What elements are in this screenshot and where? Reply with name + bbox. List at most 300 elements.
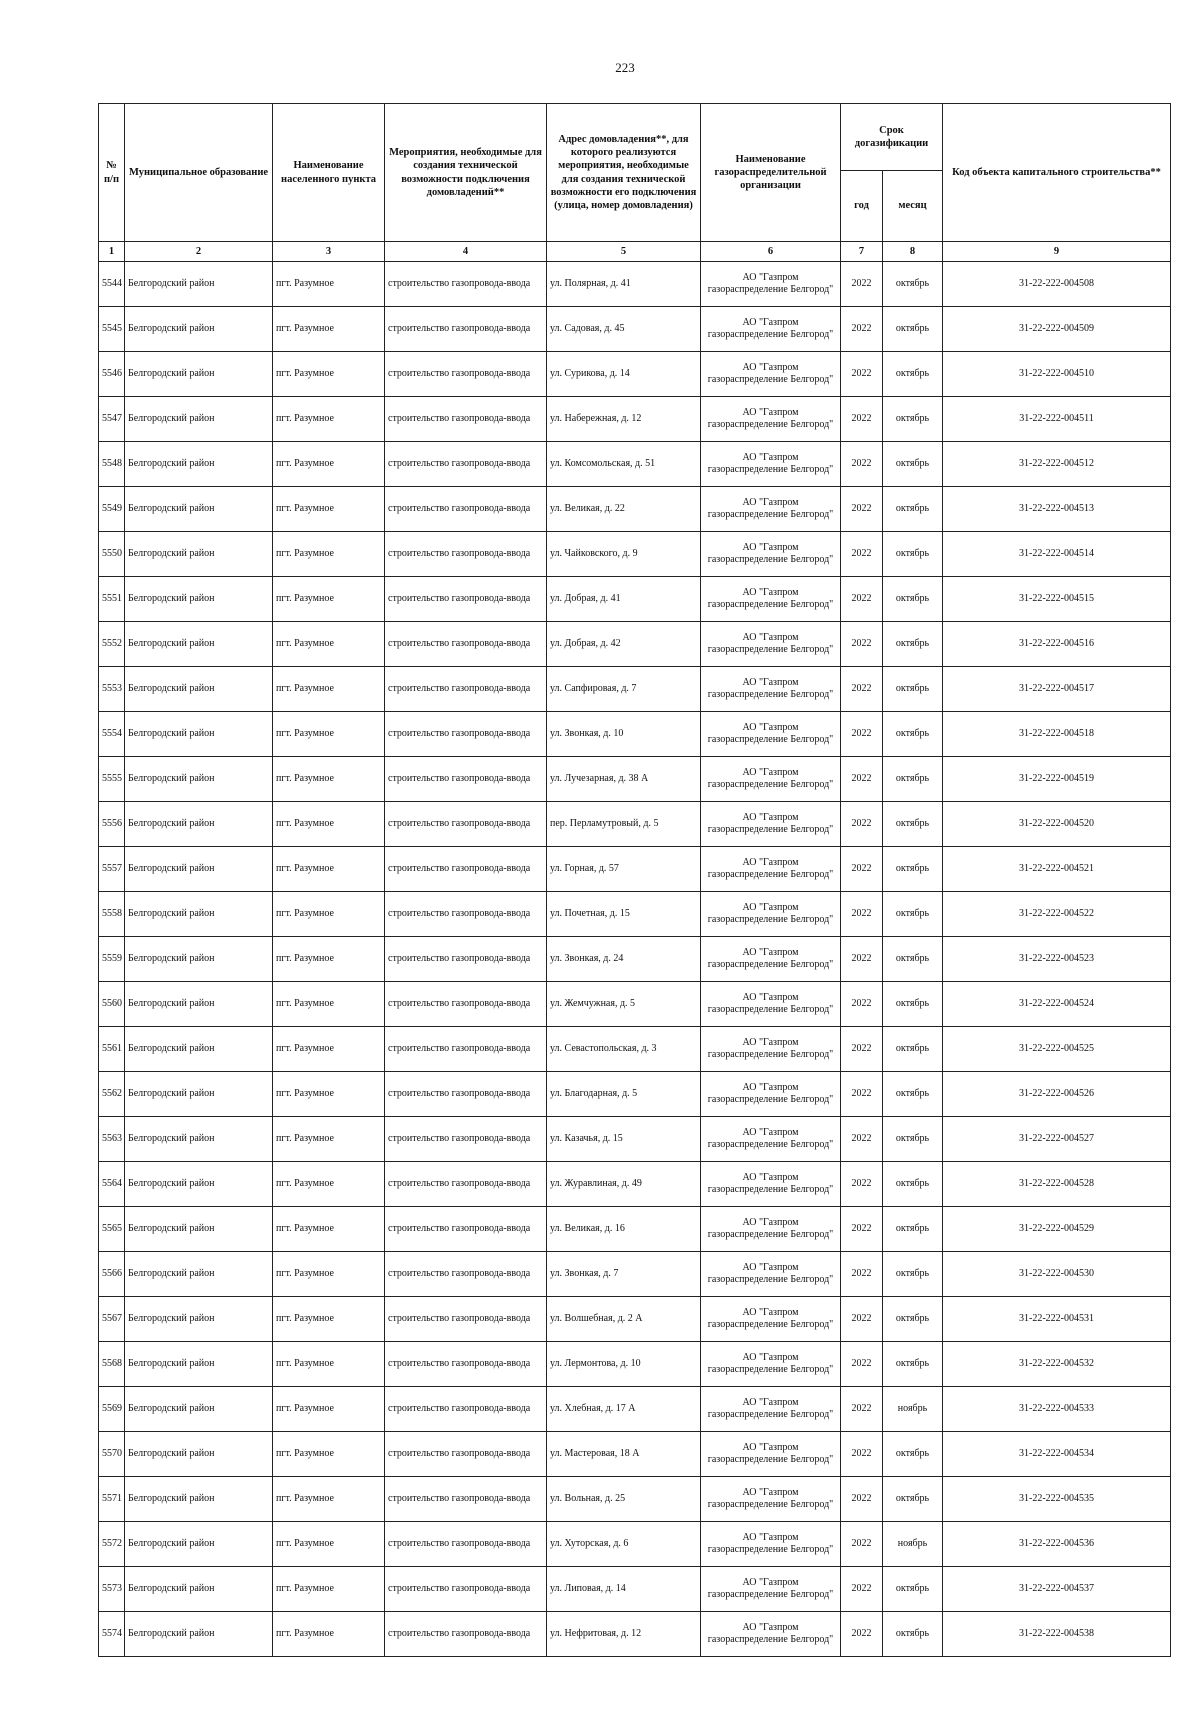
org-line: газораспределение Белгород": [707, 1049, 834, 1060]
org-line: АО "Газпром: [742, 541, 799, 553]
month-cell: октябрь: [883, 937, 943, 982]
settlement-cell: пгт. Разумное: [273, 352, 385, 397]
org-cell: [701, 1297, 841, 1342]
settlement-cell: пгт. Разумное: [273, 532, 385, 577]
row-number: 5546: [99, 352, 125, 397]
table-row: [99, 1027, 1171, 1072]
month-cell: октябрь: [883, 262, 943, 307]
column-number: 2: [125, 242, 273, 262]
settlement-cell: пгт. Разумное: [273, 1297, 385, 1342]
measure-cell: строительство газопровода-ввода: [385, 802, 547, 847]
settlement-cell: пгт. Разумное: [273, 1387, 385, 1432]
org-line: АО "Газпром: [742, 1216, 799, 1228]
org-line: АО "Газпром: [742, 1081, 799, 1093]
settlement-cell: пгт. Разумное: [273, 1342, 385, 1387]
org-cell: [701, 1117, 841, 1162]
org-line: АО "Газпром: [742, 766, 799, 778]
address-cell: пер. Перламутровый, д. 5: [547, 802, 701, 847]
settlement-cell: пгт. Разумное: [273, 307, 385, 352]
address-cell: ул. Благодарная, д. 5: [547, 1072, 701, 1117]
measure-cell: строительство газопровода-ввода: [385, 757, 547, 802]
year-cell: 2022: [841, 532, 883, 577]
org-line: газораспределение Белгород": [707, 1454, 834, 1465]
month-cell: октябрь: [883, 1207, 943, 1252]
year-cell: 2022: [841, 712, 883, 757]
org-cell: [701, 487, 841, 532]
org-line: АО "Газпром: [742, 451, 799, 463]
org-cell: [701, 1027, 841, 1072]
year-cell: 2022: [841, 307, 883, 352]
org-line: АО "Газпром: [742, 856, 799, 868]
org-line: АО "Газпром: [742, 631, 799, 643]
municipality-cell: Белгородский район: [125, 1522, 273, 1567]
code-cell: 31-22-222-004526: [943, 1072, 1171, 1117]
code-cell: 31-22-222-004520: [943, 802, 1171, 847]
row-number: 5561: [99, 1027, 125, 1072]
year-cell: 2022: [841, 802, 883, 847]
org-line: АО "Газпром: [742, 496, 799, 508]
address-cell: ул. Набережная, д. 12: [547, 397, 701, 442]
measure-cell: строительство газопровода-ввода: [385, 1162, 547, 1207]
code-cell: 31-22-222-004529: [943, 1207, 1171, 1252]
row-number: 5549: [99, 487, 125, 532]
row-number: 5560: [99, 982, 125, 1027]
code-cell: 31-22-222-004533: [943, 1387, 1171, 1432]
table-row: [99, 352, 1171, 397]
org-line: АО "Газпром: [742, 361, 799, 373]
org-cell: [701, 1567, 841, 1612]
municipality-cell: Белгородский район: [125, 847, 273, 892]
org-line: АО "Газпром: [742, 406, 799, 418]
row-number: 5558: [99, 892, 125, 937]
gasification-table: [98, 103, 1171, 1657]
org-line: АО "Газпром: [742, 1441, 799, 1453]
org-cell: [701, 1252, 841, 1297]
month-cell: октябрь: [883, 1612, 943, 1657]
month-cell: октябрь: [883, 397, 943, 442]
measure-cell: строительство газопровода-ввода: [385, 1387, 547, 1432]
table-row: [99, 1297, 1171, 1342]
municipality-cell: Белгородский район: [125, 577, 273, 622]
measure-cell: строительство газопровода-ввода: [385, 1477, 547, 1522]
year-cell: 2022: [841, 352, 883, 397]
municipality-cell: Белгородский район: [125, 892, 273, 937]
code-cell: 31-22-222-004528: [943, 1162, 1171, 1207]
settlement-cell: пгт. Разумное: [273, 397, 385, 442]
org-line: газораспределение Белгород": [707, 689, 834, 700]
year-cell: 2022: [841, 622, 883, 667]
month-cell: октябрь: [883, 622, 943, 667]
settlement-cell: пгт. Разумное: [273, 847, 385, 892]
code-cell: 31-22-222-004509: [943, 307, 1171, 352]
header-org: Наименование газораспределительной организации: [701, 104, 841, 242]
header-municipality: Муниципальное образование: [125, 104, 273, 242]
month-cell: октябрь: [883, 1027, 943, 1072]
measure-cell: строительство газопровода-ввода: [385, 847, 547, 892]
address-cell: ул. Садовая, д. 45: [547, 307, 701, 352]
header-code: Код объекта капитального строительства**: [943, 104, 1171, 242]
municipality-cell: Белгородский район: [125, 1162, 273, 1207]
year-cell: 2022: [841, 1567, 883, 1612]
measure-cell: строительство газопровода-ввода: [385, 1342, 547, 1387]
measure-cell: строительство газопровода-ввода: [385, 352, 547, 397]
table-row: [99, 1072, 1171, 1117]
measure-cell: строительство газопровода-ввода: [385, 1252, 547, 1297]
month-cell: ноябрь: [883, 1522, 943, 1567]
org-line: газораспределение Белгород": [707, 329, 834, 340]
municipality-cell: Белгородский район: [125, 982, 273, 1027]
table-row: [99, 1252, 1171, 1297]
row-number: 5551: [99, 577, 125, 622]
year-cell: 2022: [841, 397, 883, 442]
row-number: 5554: [99, 712, 125, 757]
measure-cell: строительство газопровода-ввода: [385, 442, 547, 487]
month-cell: октябрь: [883, 577, 943, 622]
org-cell: [701, 442, 841, 487]
column-number: 5: [547, 242, 701, 262]
month-cell: октябрь: [883, 982, 943, 1027]
row-number: 5548: [99, 442, 125, 487]
row-number: 5556: [99, 802, 125, 847]
municipality-cell: Белгородский район: [125, 1207, 273, 1252]
settlement-cell: пгт. Разумное: [273, 1567, 385, 1612]
code-cell: 31-22-222-004517: [943, 667, 1171, 712]
year-cell: 2022: [841, 442, 883, 487]
measure-cell: строительство газопровода-ввода: [385, 1432, 547, 1477]
measure-cell: строительство газопровода-ввода: [385, 667, 547, 712]
code-cell: 31-22-222-004530: [943, 1252, 1171, 1297]
code-cell: 31-22-222-004531: [943, 1297, 1171, 1342]
org-line: АО "Газпром: [742, 991, 799, 1003]
org-line: АО "Газпром: [742, 316, 799, 328]
org-line: газораспределение Белгород": [707, 1319, 834, 1330]
address-cell: ул. Полярная, д. 41: [547, 262, 701, 307]
org-line: АО "Газпром: [742, 1126, 799, 1138]
month-cell: октябрь: [883, 847, 943, 892]
settlement-cell: пгт. Разумное: [273, 1477, 385, 1522]
row-number: 5550: [99, 532, 125, 577]
municipality-cell: Белгородский район: [125, 1477, 273, 1522]
org-line: АО "Газпром: [742, 721, 799, 733]
address-cell: ул. Звонкая, д. 10: [547, 712, 701, 757]
year-cell: 2022: [841, 487, 883, 532]
org-line: АО "Газпром: [742, 676, 799, 688]
month-cell: октябрь: [883, 1252, 943, 1297]
month-cell: октябрь: [883, 442, 943, 487]
org-cell: [701, 262, 841, 307]
org-line: газораспределение Белгород": [707, 779, 834, 790]
org-line: газораспределение Белгород": [707, 1499, 834, 1510]
address-cell: ул. Комсомольская, д. 51: [547, 442, 701, 487]
org-cell: [701, 1477, 841, 1522]
org-line: газораспределение Белгород": [707, 1634, 834, 1645]
measure-cell: строительство газопровода-ввода: [385, 982, 547, 1027]
municipality-cell: Белгородский район: [125, 532, 273, 577]
municipality-cell: Белгородский район: [125, 667, 273, 712]
measure-cell: строительство газопровода-ввода: [385, 1207, 547, 1252]
org-cell: [701, 982, 841, 1027]
month-cell: ноябрь: [883, 1387, 943, 1432]
settlement-cell: пгт. Разумное: [273, 667, 385, 712]
row-number: 5569: [99, 1387, 125, 1432]
column-number: 8: [883, 242, 943, 262]
measure-cell: строительство газопровода-ввода: [385, 1117, 547, 1162]
year-cell: 2022: [841, 1477, 883, 1522]
table-row: [99, 982, 1171, 1027]
org-line: АО "Газпром: [742, 1621, 799, 1633]
year-cell: 2022: [841, 262, 883, 307]
measure-cell: строительство газопровода-ввода: [385, 1567, 547, 1612]
org-cell: [701, 307, 841, 352]
org-line: АО "Газпром: [742, 946, 799, 958]
address-cell: ул. Казачья, д. 15: [547, 1117, 701, 1162]
year-cell: 2022: [841, 892, 883, 937]
month-cell: октябрь: [883, 1297, 943, 1342]
address-cell: ул. Почетная, д. 15: [547, 892, 701, 937]
municipality-cell: Белгородский район: [125, 1072, 273, 1117]
settlement-cell: пгт. Разумное: [273, 622, 385, 667]
address-cell: ул. Нефритовая, д. 12: [547, 1612, 701, 1657]
table-header: [99, 104, 1171, 262]
month-cell: октябрь: [883, 757, 943, 802]
municipality-cell: Белгородский район: [125, 1027, 273, 1072]
table-row: [99, 1522, 1171, 1567]
org-line: АО "Газпром: [742, 1351, 799, 1363]
settlement-cell: пгт. Разумное: [273, 1117, 385, 1162]
settlement-cell: пгт. Разумное: [273, 1072, 385, 1117]
code-cell: 31-22-222-004522: [943, 892, 1171, 937]
org-line: АО "Газпром: [742, 271, 799, 283]
year-cell: 2022: [841, 982, 883, 1027]
address-cell: ул. Лермонтова, д. 10: [547, 1342, 701, 1387]
column-number: 3: [273, 242, 385, 262]
settlement-cell: пгт. Разумное: [273, 442, 385, 487]
org-line: АО "Газпром: [742, 1486, 799, 1498]
org-cell: [701, 712, 841, 757]
row-number: 5544: [99, 262, 125, 307]
row-number: 5562: [99, 1072, 125, 1117]
measure-cell: строительство газопровода-ввода: [385, 1522, 547, 1567]
row-number: 5563: [99, 1117, 125, 1162]
measure-cell: строительство газопровода-ввода: [385, 532, 547, 577]
measure-cell: строительство газопровода-ввода: [385, 262, 547, 307]
month-cell: октябрь: [883, 1432, 943, 1477]
month-cell: октябрь: [883, 532, 943, 577]
address-cell: ул. Сапфировая, д. 7: [547, 667, 701, 712]
address-cell: ул. Хлебная, д. 17 А: [547, 1387, 701, 1432]
org-line: АО "Газпром: [742, 1261, 799, 1273]
municipality-cell: Белгородский район: [125, 622, 273, 667]
settlement-cell: пгт. Разумное: [273, 937, 385, 982]
address-cell: ул. Волшебная, д. 2 А: [547, 1297, 701, 1342]
table-row: [99, 307, 1171, 352]
month-cell: октябрь: [883, 1342, 943, 1387]
org-line: газораспределение Белгород": [707, 374, 834, 385]
municipality-cell: Белгородский район: [125, 397, 273, 442]
month-cell: октябрь: [883, 712, 943, 757]
header-address: Адрес домовладения**, для которого реализуются мероприятия, необходимые для создания технической возможности его подключения (улица, номер домовладения): [547, 104, 701, 242]
settlement-cell: пгт. Разумное: [273, 1432, 385, 1477]
org-line: газораспределение Белгород": [707, 1274, 834, 1285]
address-cell: ул. Великая, д. 22: [547, 487, 701, 532]
year-cell: 2022: [841, 1522, 883, 1567]
code-cell: 31-22-222-004532: [943, 1342, 1171, 1387]
measure-cell: строительство газопровода-ввода: [385, 622, 547, 667]
address-cell: ул. Чайковского, д. 9: [547, 532, 701, 577]
org-line: АО "Газпром: [742, 1036, 799, 1048]
org-line: АО "Газпром: [742, 811, 799, 823]
address-cell: ул. Горная, д. 57: [547, 847, 701, 892]
settlement-cell: пгт. Разумное: [273, 892, 385, 937]
code-cell: 31-22-222-004525: [943, 1027, 1171, 1072]
municipality-cell: Белгородский район: [125, 712, 273, 757]
org-line: газораспределение Белгород": [707, 599, 834, 610]
municipality-cell: Белгородский район: [125, 1252, 273, 1297]
measure-cell: строительство газопровода-ввода: [385, 1612, 547, 1657]
org-line: АО "Газпром: [742, 1531, 799, 1543]
row-number: 5568: [99, 1342, 125, 1387]
year-cell: 2022: [841, 1612, 883, 1657]
code-cell: 31-22-222-004519: [943, 757, 1171, 802]
settlement-cell: пгт. Разумное: [273, 982, 385, 1027]
org-cell: [701, 577, 841, 622]
address-cell: ул. Вольная, д. 25: [547, 1477, 701, 1522]
settlement-cell: пгт. Разумное: [273, 1207, 385, 1252]
month-cell: октябрь: [883, 1117, 943, 1162]
municipality-cell: Белгородский район: [125, 937, 273, 982]
code-cell: 31-22-222-004535: [943, 1477, 1171, 1522]
month-cell: октябрь: [883, 307, 943, 352]
code-cell: 31-22-222-004508: [943, 262, 1171, 307]
row-number: 5557: [99, 847, 125, 892]
table-row: [99, 847, 1171, 892]
month-cell: октябрь: [883, 487, 943, 532]
municipality-cell: Белгородский район: [125, 352, 273, 397]
org-line: газораспределение Белгород": [707, 824, 834, 835]
measure-cell: строительство газопровода-ввода: [385, 307, 547, 352]
measure-cell: строительство газопровода-ввода: [385, 712, 547, 757]
year-cell: 2022: [841, 1027, 883, 1072]
org-cell: [701, 847, 841, 892]
org-line: газораспределение Белгород": [707, 914, 834, 925]
address-cell: ул. Добрая, д. 42: [547, 622, 701, 667]
org-line: АО "Газпром: [742, 1171, 799, 1183]
code-cell: 31-22-222-004523: [943, 937, 1171, 982]
table-row: [99, 622, 1171, 667]
org-line: АО "Газпром: [742, 1576, 799, 1588]
code-cell: 31-22-222-004524: [943, 982, 1171, 1027]
row-number: 5564: [99, 1162, 125, 1207]
month-cell: октябрь: [883, 1072, 943, 1117]
org-line: газораспределение Белгород": [707, 1589, 834, 1600]
row-number: 5552: [99, 622, 125, 667]
org-cell: [701, 1207, 841, 1252]
org-cell: [701, 397, 841, 442]
table-row: [99, 1432, 1171, 1477]
year-cell: 2022: [841, 1432, 883, 1477]
code-cell: 31-22-222-004512: [943, 442, 1171, 487]
page-number: 223: [615, 60, 635, 75]
table-row: [99, 667, 1171, 712]
org-line: газораспределение Белгород": [707, 1004, 834, 1015]
settlement-cell: пгт. Разумное: [273, 262, 385, 307]
month-cell: октябрь: [883, 802, 943, 847]
row-number: 5573: [99, 1567, 125, 1612]
org-line: газораспределение Белгород": [707, 1364, 834, 1375]
column-number: 1: [99, 242, 125, 262]
settlement-cell: пгт. Разумное: [273, 802, 385, 847]
year-cell: 2022: [841, 757, 883, 802]
measure-cell: строительство газопровода-ввода: [385, 397, 547, 442]
table-row: [99, 1117, 1171, 1162]
measure-cell: строительство газопровода-ввода: [385, 1027, 547, 1072]
code-cell: 31-22-222-004521: [943, 847, 1171, 892]
settlement-cell: пгт. Разумное: [273, 1027, 385, 1072]
code-cell: 31-22-222-004537: [943, 1567, 1171, 1612]
address-cell: ул. Журавлиная, д. 49: [547, 1162, 701, 1207]
municipality-cell: Белгородский район: [125, 802, 273, 847]
municipality-cell: Белгородский район: [125, 1612, 273, 1657]
municipality-cell: Белгородский район: [125, 442, 273, 487]
measure-cell: строительство газопровода-ввода: [385, 937, 547, 982]
row-number: 5565: [99, 1207, 125, 1252]
year-cell: 2022: [841, 667, 883, 712]
table-row: [99, 1612, 1171, 1657]
org-line: газораспределение Белгород": [707, 1544, 834, 1555]
table-row: [99, 802, 1171, 847]
year-cell: 2022: [841, 1162, 883, 1207]
org-line: газораспределение Белгород": [707, 554, 834, 565]
org-line: АО "Газпром: [742, 1396, 799, 1408]
org-cell: [701, 937, 841, 982]
org-line: АО "Газпром: [742, 586, 799, 598]
municipality-cell: Белгородский район: [125, 1117, 273, 1162]
code-cell: 31-22-222-004534: [943, 1432, 1171, 1477]
row-number: 5572: [99, 1522, 125, 1567]
header-measures: Мероприятия, необходимые для создания технической возможности подключения домовладений**: [385, 104, 547, 242]
row-number: 5555: [99, 757, 125, 802]
row-number: 5571: [99, 1477, 125, 1522]
year-cell: 2022: [841, 1207, 883, 1252]
table-row: [99, 1162, 1171, 1207]
org-line: газораспределение Белгород": [707, 869, 834, 880]
code-cell: 31-22-222-004536: [943, 1522, 1171, 1567]
org-line: газораспределение Белгород": [707, 959, 834, 970]
org-line: газораспределение Белгород": [707, 464, 834, 475]
org-cell: [701, 1342, 841, 1387]
municipality-cell: Белгородский район: [125, 1432, 273, 1477]
table-row: [99, 892, 1171, 937]
table-row: [99, 577, 1171, 622]
org-line: газораспределение Белгород": [707, 509, 834, 520]
row-number: 5574: [99, 1612, 125, 1657]
org-cell: [701, 1072, 841, 1117]
org-line: газораспределение Белгород": [707, 1184, 834, 1195]
table-row: [99, 1477, 1171, 1522]
org-line: газораспределение Белгород": [707, 644, 834, 655]
table-row: [99, 1567, 1171, 1612]
address-cell: ул. Звонкая, д. 7: [547, 1252, 701, 1297]
table-body: [99, 262, 1171, 1657]
org-cell: [701, 1387, 841, 1432]
org-cell: [701, 667, 841, 712]
org-cell: [701, 622, 841, 667]
table-row: [99, 532, 1171, 577]
header-month: месяц: [883, 171, 943, 242]
org-line: газораспределение Белгород": [707, 1229, 834, 1240]
org-cell: [701, 1162, 841, 1207]
table-row: [99, 712, 1171, 757]
